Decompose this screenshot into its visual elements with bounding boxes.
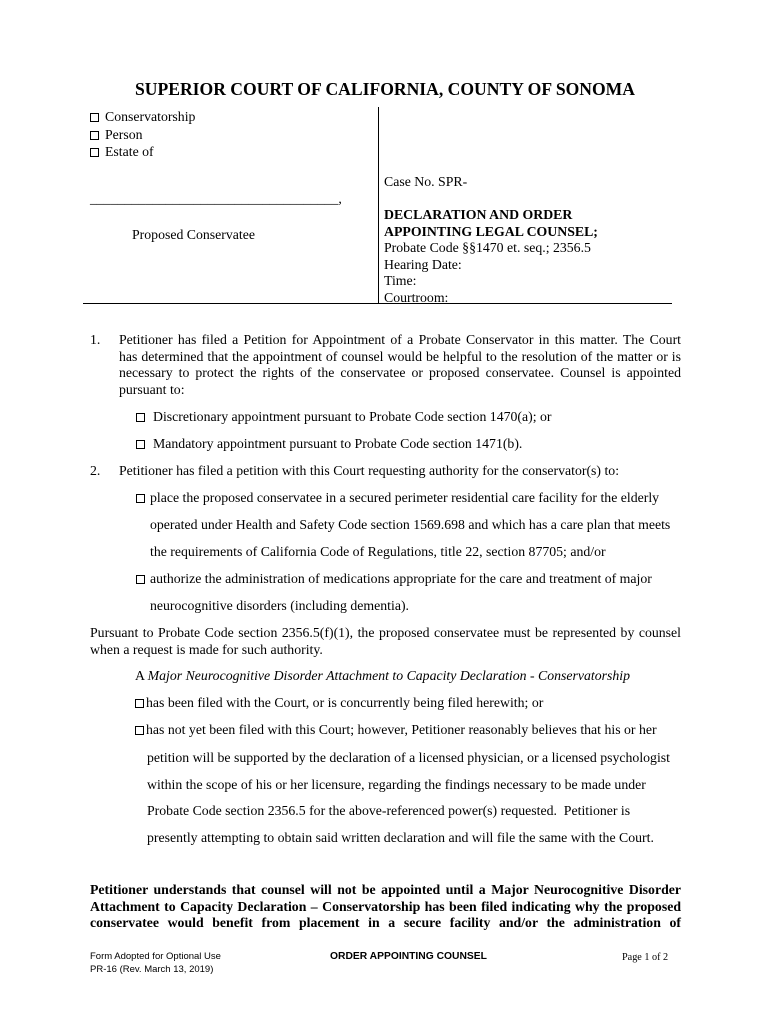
- conservatorship-label: Conservatorship: [105, 109, 196, 124]
- footer-form-title: ORDER APPOINTING COUNSEL: [330, 950, 487, 962]
- paragraph-line: Pursuant to Probate Code section 2356.5(f)(1), the proposed conservatee must be represented by counsel: [90, 625, 681, 640]
- item-number: 2.: [90, 462, 101, 478]
- footer-adoption-note: Form Adopted for Optional Use: [90, 950, 221, 962]
- paragraph-line: pursuant to:: [119, 381, 185, 397]
- footer-page-number: Page 1 of 2: [622, 951, 669, 963]
- time-field: Time:: [384, 273, 417, 288]
- acknowledgment-line: Petitioner understands that counsel will not be appointed until a Major Neurocognitive Disorder: [90, 882, 681, 897]
- attachment-filed-label: has been filed with the Court, or is concurrently being filed herewith; or: [146, 695, 544, 710]
- acknowledgment-line: Attachment to Capacity Declaration – Conservatorship has been filed indicating why the proposed: [90, 898, 681, 914]
- paragraph-line: has determined that the appointment of counsel would be helpful to the resolution of the matter or is: [119, 348, 681, 364]
- medications-label: authorize the administration of medications appropriate for the care and treatment of major: [150, 571, 652, 586]
- attachment-title: Major Neurocognitive Disorder Attachment to Capacity Declaration - Conservatorship: [147, 668, 630, 683]
- discretionary-appointment-label: Discretionary appointment pursuant to Probate Code section 1470(a); or: [153, 409, 552, 424]
- paragraph-line: necessary to protect the rights of the conservatee or proposed conservatee. Counsel is appointed: [119, 365, 681, 380]
- person-label: Person: [105, 126, 143, 142]
- attachment-filed-checkbox[interactable]: [135, 699, 144, 708]
- estate-of-label: Estate of: [105, 144, 154, 159]
- attachment-not-filed-label: presently attempting to obtain said written declaration and will file the same with the Court.: [147, 830, 654, 845]
- statute-reference: Probate Code §§1470 et. seq.; 2356.5: [384, 240, 591, 255]
- estate-of-checkbox[interactable]: [90, 148, 99, 157]
- hearing-date-field: Hearing Date:: [384, 256, 462, 272]
- paragraph-line: Petitioner has filed a petition with this Court requesting authority for the conservator(s) to:: [119, 462, 620, 478]
- courtroom-field: Courtroom:: [384, 289, 449, 305]
- court-title: SUPERIOR COURT OF CALIFORNIA, COUNTY OF SONOMA: [134, 79, 635, 99]
- attachment-not-filed-label: petition will be supported by the declaration of a licensed physician, or a licensed psychologist: [147, 750, 670, 765]
- proposed-conservatee-label: Proposed Conservatee: [132, 227, 255, 242]
- document-title-line-2: APPOINTING LEGAL COUNSEL;: [384, 223, 598, 239]
- attachment-heading: [135, 668, 630, 685]
- conservatee-name-blank: ____________________________________,: [90, 190, 342, 206]
- paragraph-line: Petitioner has filed a Petition for Appointment of a Probate Conservator in this matter. The Court: [119, 332, 681, 347]
- secured-facility-label: place the proposed conservatee in a secured perimeter residential care facility for the elderly: [150, 490, 660, 505]
- attachment-not-filed-label: has not yet been filed with this Court; however, Petitioner reasonably believes that his or her: [146, 722, 657, 737]
- attachment-intro: A: [135, 668, 145, 683]
- discretionary-appointment-checkbox[interactable]: [136, 413, 145, 422]
- footer-form-number: PR-16 (Rev. March 13, 2019): [90, 963, 214, 975]
- attachment-not-filed-label: within the scope of his or her licensure, regarding the findings necessary to be made under: [147, 777, 646, 792]
- document-title-line-1: DECLARATION AND ORDER: [384, 207, 573, 222]
- paragraph-line: when a request is made for such authority.: [90, 641, 323, 657]
- caption-horizontal-divider: [83, 303, 672, 304]
- secured-facility-checkbox[interactable]: [136, 494, 145, 503]
- secured-facility-label: operated under Health and Safety Code section 1569.698 and which has a care plan that meets: [150, 517, 671, 532]
- mandatory-appointment-label: Mandatory appointment pursuant to Probate Code section 1471(b).: [153, 436, 523, 451]
- acknowledgment-line: conservatee would benefit from placement in a secure facility and/or the administration of: [90, 915, 681, 930]
- person-checkbox[interactable]: [90, 131, 99, 140]
- medications-checkbox[interactable]: [136, 575, 145, 584]
- attachment-not-filed-checkbox[interactable]: [135, 726, 144, 735]
- caption-vertical-divider: [378, 107, 379, 304]
- case-number-field: Case No. SPR-: [384, 174, 468, 189]
- secured-facility-label: the requirements of California Code of Regulations, title 22, section 87705; and/or: [150, 543, 606, 559]
- attachment-not-filed-label: Probate Code section 2356.5 for the above-referenced power(s) requested. Petitioner is: [147, 803, 631, 818]
- conservatorship-checkbox[interactable]: [90, 113, 99, 122]
- item-number: 1.: [90, 332, 101, 347]
- medications-label: neurocognitive disorders (including dementia).: [150, 598, 410, 613]
- mandatory-appointment-checkbox[interactable]: [136, 440, 145, 449]
